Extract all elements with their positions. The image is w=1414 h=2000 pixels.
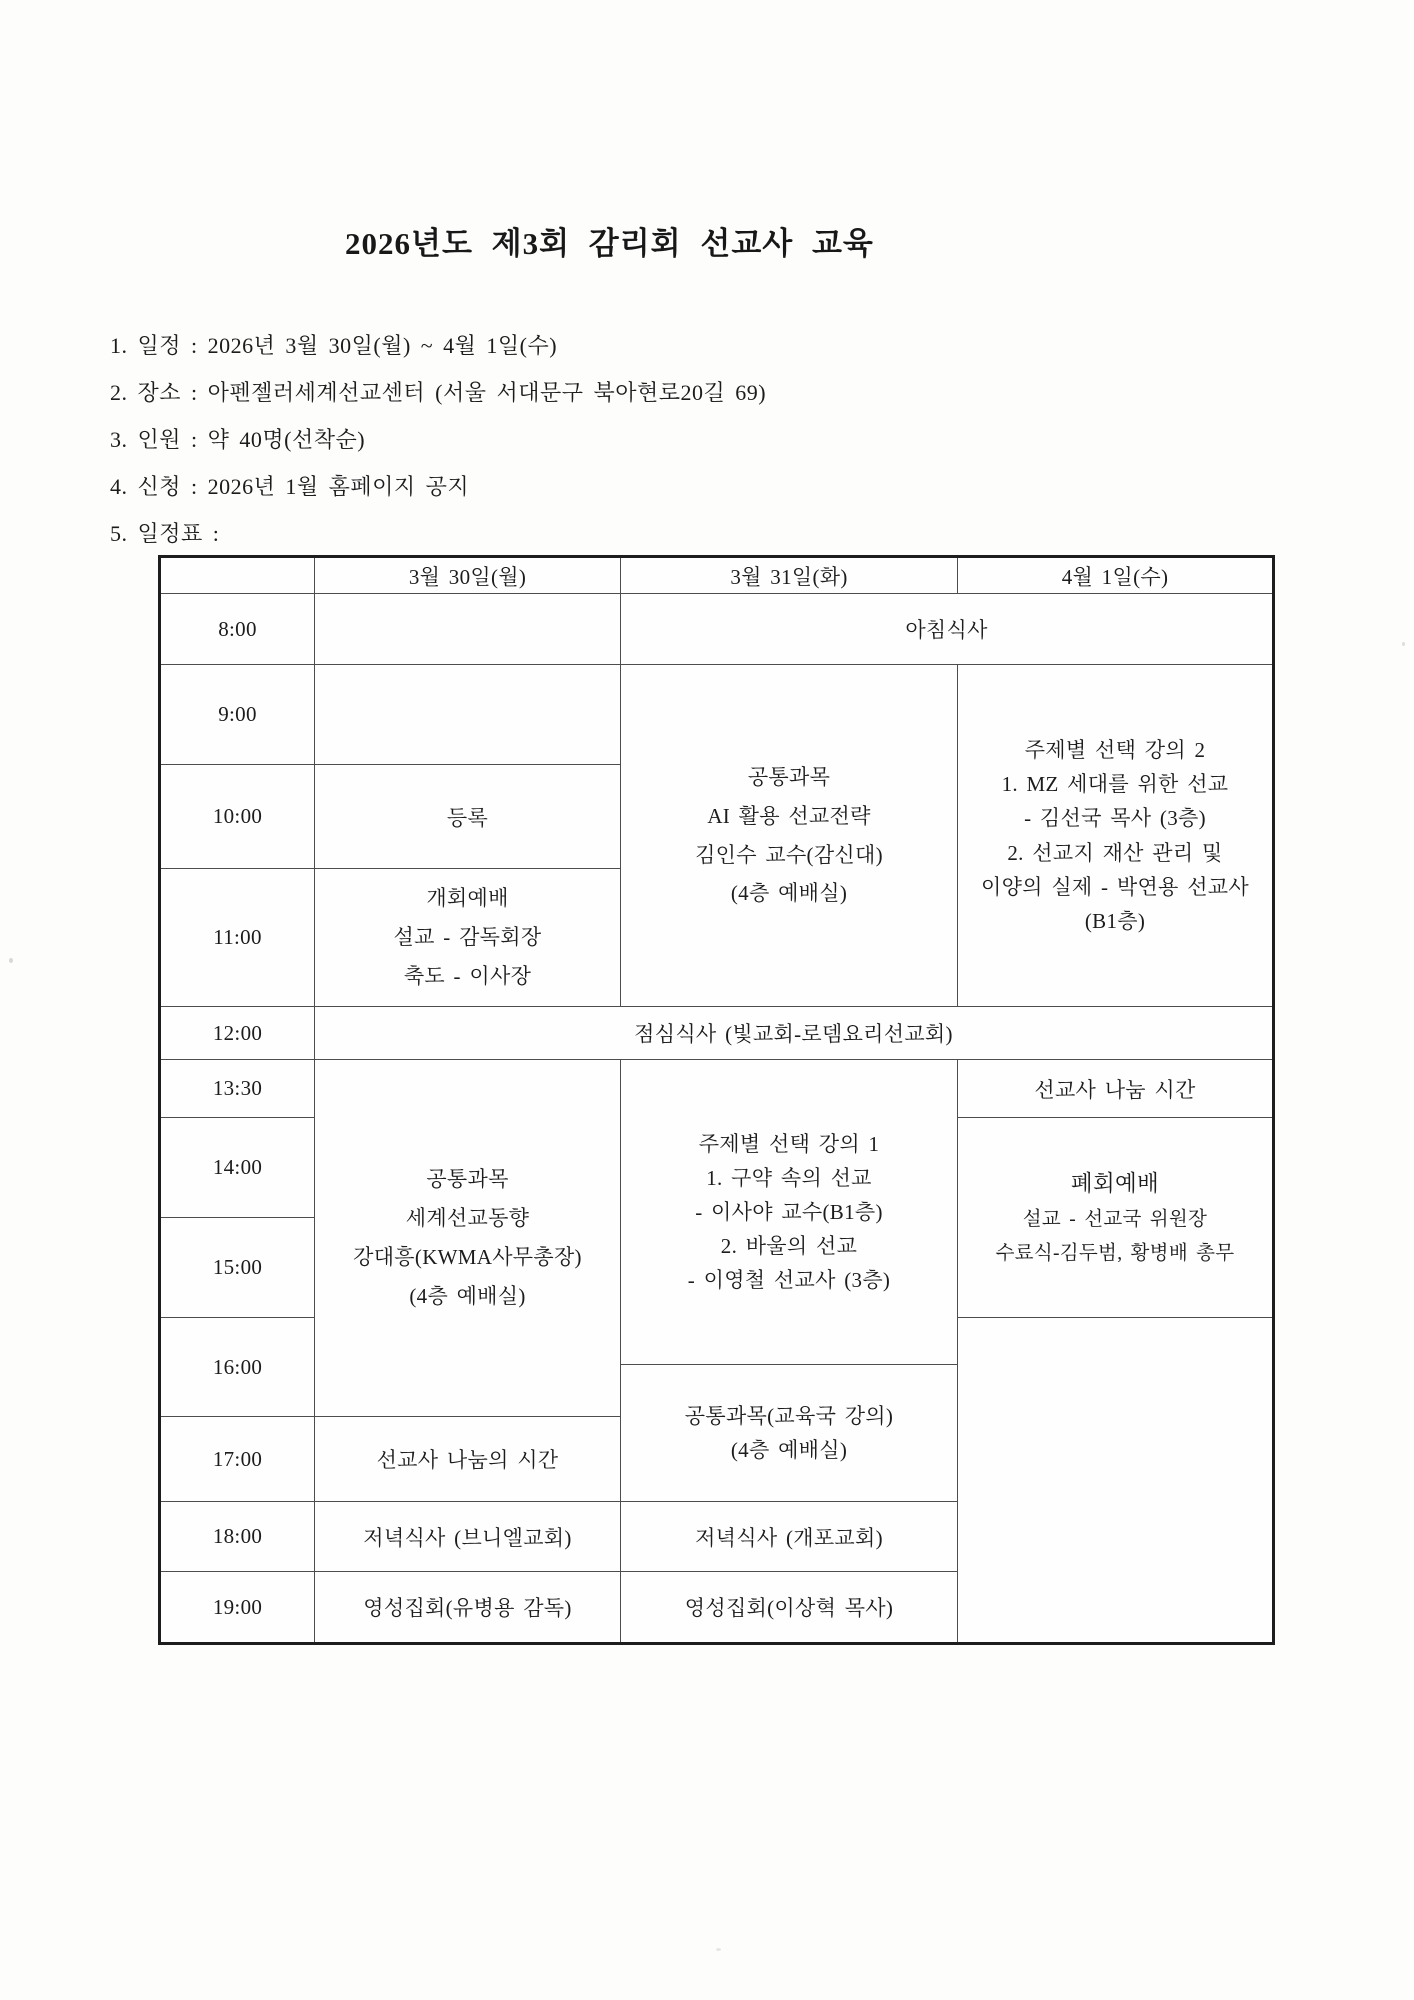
cell-line: 설교 - 감독회장 (393, 925, 542, 950)
cell-line: - 이사야 교수(B1층) (695, 1199, 883, 1224)
time-cell-1700: 17:00 (160, 1417, 315, 1502)
cell-line: 2. 선교지 재산 관리 및 (1007, 840, 1223, 865)
cell-common-course-trend (315, 1060, 621, 1417)
cell-line: 설교 - 선교국 위원장 (1022, 1209, 1208, 1231)
cell-evening-day2: 영성집회(이상혁 목사) (621, 1572, 958, 1644)
time-cell-1600: 16:00 (160, 1318, 315, 1417)
cell-empty (315, 665, 621, 765)
day-header-tue: 3월 31일(화) (621, 557, 958, 594)
cell-line: 1. MZ 세대를 위한 선교 (1001, 772, 1229, 797)
cell-line: 주제별 선택 강의 2 (1024, 738, 1206, 763)
cell-line: 1. 구약 속의 선교 (706, 1165, 872, 1190)
cell-line: (4층 예배실) (409, 1283, 526, 1308)
cell-common-course-ai (621, 665, 958, 1007)
info-item-timetable-label: 5. 일정표 : (110, 521, 220, 546)
cell-line: - 이영철 선교사 (3층) (687, 1268, 891, 1293)
info-item-schedule-dates: 1. 일정 : 2026년 3월 30일(월) ~ 4월 1일(수) (110, 333, 558, 358)
cell-line: 2. 바울의 선교 (720, 1234, 858, 1258)
cell-line: 세계선교동향 (405, 1206, 530, 1231)
cell-common-course-edu (621, 1365, 958, 1502)
cell-empty (958, 1318, 1274, 1644)
cell-sharing-time-day3: 선교사 나눔 시간 (958, 1060, 1274, 1118)
cell-line: (4층 예배실) (730, 1438, 848, 1462)
info-item-location: 2. 장소 : 아펜젤러세계선교센터 (서울 서대문구 북아현로20길 69) (110, 380, 767, 405)
cell-opening-worship (315, 869, 621, 1007)
info-item-capacity: 3. 인원 : 약 40명(선착순) (110, 427, 366, 452)
time-cell-0900: 9:00 (160, 665, 315, 765)
page-title: 2026년도 제3회 감리회 선교사 교육 (345, 226, 874, 261)
cell-lunch: 점심식사 (빛교회-로뎀요리선교회) (315, 1007, 1274, 1060)
cell-line: 주제별 선택 강의 1 (698, 1131, 880, 1156)
cell-line: 폐회예배 (1070, 1171, 1160, 1197)
time-cell-1200: 12:00 (160, 1007, 315, 1060)
scan-speck (1402, 642, 1405, 646)
cell-line: AI 활용 선교전략 (707, 803, 871, 828)
cell-line: 이양의 실제 - 박연용 선교사 (981, 874, 1249, 899)
cell-elective-1 (621, 1060, 958, 1365)
info-list (110, 330, 766, 565)
cell-line: (4층 예배실) (730, 881, 848, 906)
table-row (160, 1060, 1274, 1118)
table-row (160, 665, 1274, 765)
cell-evening-day1: 영성집회(유병용 감독) (315, 1572, 621, 1644)
time-cell-1800: 18:00 (160, 1502, 315, 1572)
scan-speck (716, 1948, 721, 1951)
time-cell-1000: 10:00 (160, 765, 315, 869)
cell-line: 개회예배 (426, 886, 509, 911)
time-cell-1330: 13:30 (160, 1060, 315, 1118)
cell-empty (315, 594, 621, 665)
day-header-mon: 3월 30일(월) (315, 557, 621, 594)
table-header-row (160, 557, 1274, 594)
cell-line: 축도 - 이사장 (403, 963, 532, 988)
scan-speck (9, 958, 13, 963)
cell-line: 공통과목(교육국 강의) (684, 1403, 894, 1428)
cell-closing-worship (958, 1118, 1274, 1318)
time-cell-1500: 15:00 (160, 1218, 315, 1318)
cell-line: 공통과목 (426, 1167, 509, 1192)
table-row (160, 594, 1274, 665)
cell-empty-corner (160, 557, 315, 594)
cell-line: 강대흥(KWMA사무총장) (353, 1245, 582, 1269)
time-cell-1900: 19:00 (160, 1572, 315, 1644)
time-cell-0800: 8:00 (160, 594, 315, 665)
schedule-table (158, 555, 1275, 1645)
cell-line: 공통과목 (747, 764, 831, 789)
cell-sharing-time-day1: 선교사 나눔의 시간 (315, 1417, 621, 1502)
cell-line: 수료식-김두범, 황병배 총무 (995, 1242, 1235, 1264)
info-item-application: 4. 신청 : 2026년 1월 홈페이지 공지 (110, 474, 470, 499)
cell-elective-2 (958, 665, 1274, 1007)
time-cell-1400: 14:00 (160, 1118, 315, 1218)
cell-dinner-day2: 저녁식사 (개포교회) (621, 1502, 958, 1572)
cell-line: (B1층) (1084, 908, 1146, 933)
cell-line: - 김선국 목사 (3층) (1024, 806, 1206, 831)
cell-registration: 등록 (315, 765, 621, 869)
day-header-wed: 4월 1일(수) (958, 557, 1274, 594)
cell-line: 김인수 교수(감신대) (695, 842, 883, 867)
time-cell-1100: 11:00 (160, 869, 315, 1007)
table-row (160, 1007, 1274, 1060)
cell-breakfast: 아침식사 (621, 594, 1274, 665)
cell-dinner-day1: 저녁식사 (브니엘교회) (315, 1502, 621, 1572)
